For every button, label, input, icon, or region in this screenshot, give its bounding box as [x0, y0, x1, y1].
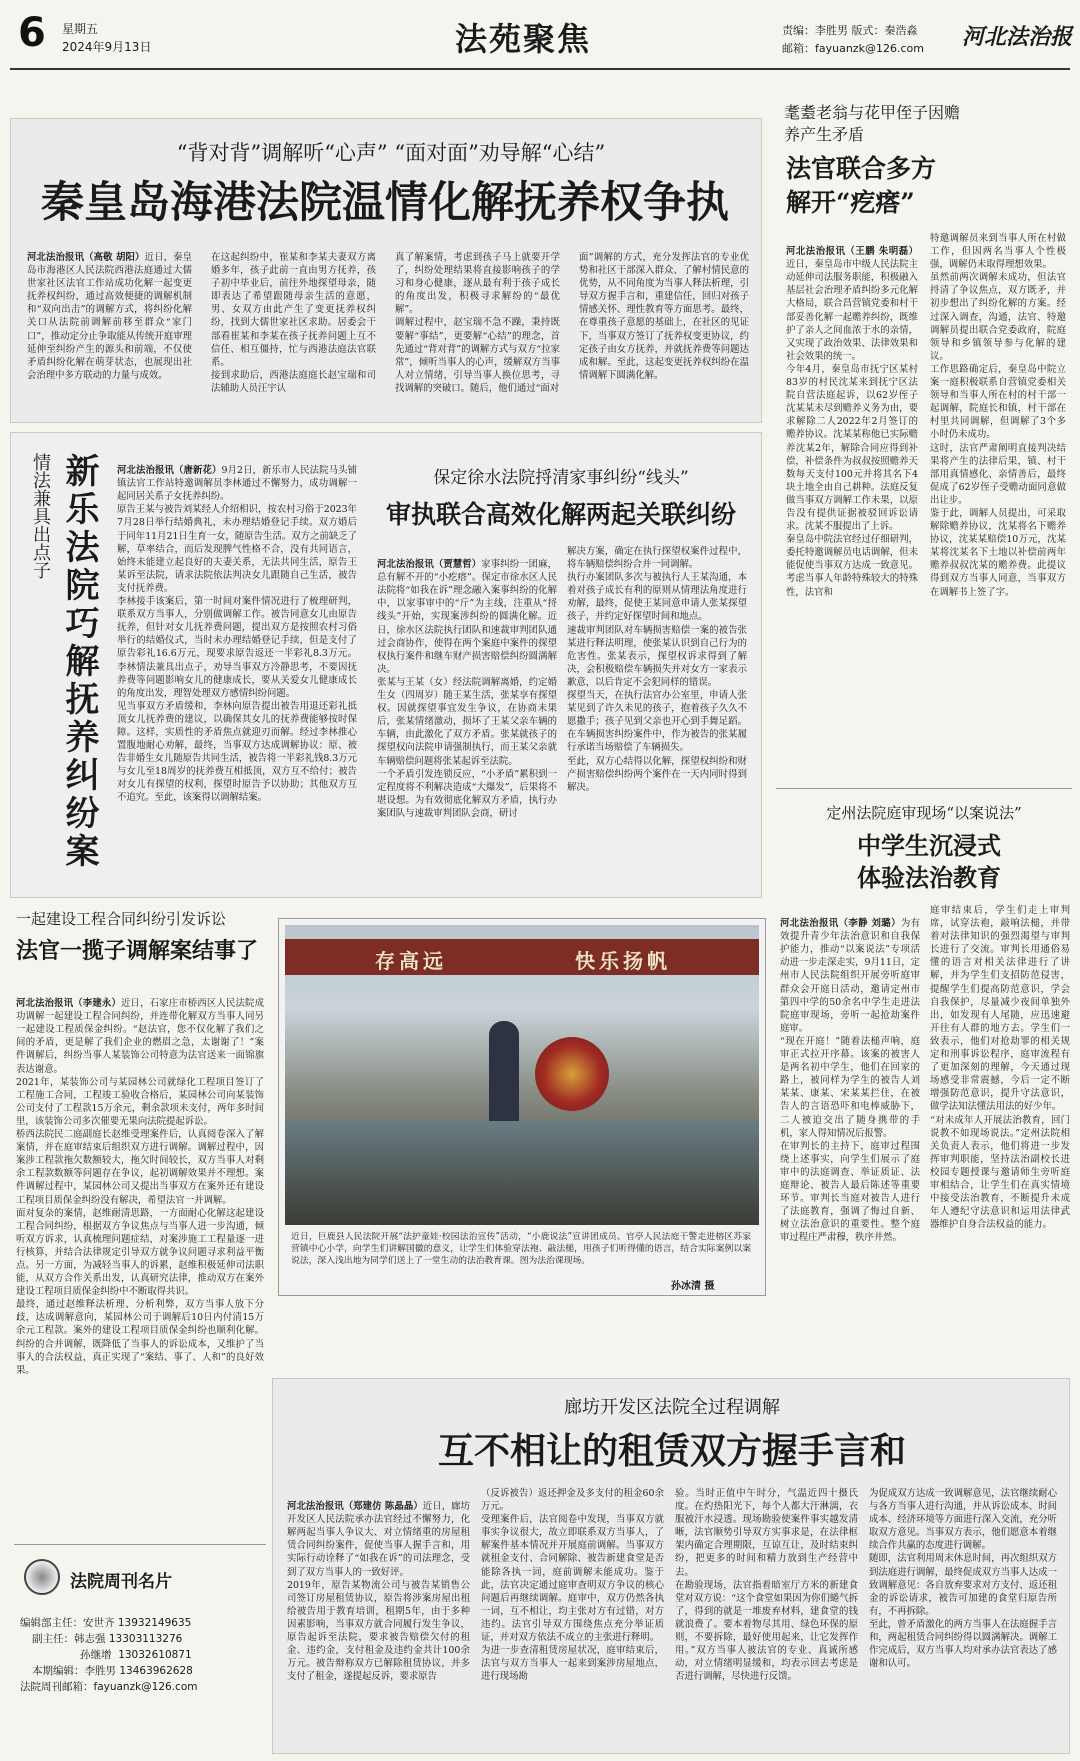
- contact-row: [20, 1615, 264, 1695]
- photo-banner-right: 快乐扬帆: [575, 949, 671, 973]
- huajia-byline: 河北法治报讯（王鹏 朱明磊）: [786, 246, 918, 258]
- contact-card: [14, 1544, 266, 1750]
- langfang-text-1: 近日，廊坊开发区人民法院承办法官经过不懈努力，化解两起当事人争议大、对立情绪重的房屋租赁合同纠纷案件，促使当事人握手言和，用实际行动诠释了“如我在诉”的司法理念，受到了双方当事人的一致好评。 2019年，原告某物流公司与被告某销售公司签订房屋租赁协议，原告将涉案房屋出租给被告用于教育培训，租期5年，由于多种因素影响，当事双方就合同履行发生争议，原告起诉至法院，要求被告赔偿欠付的租金、违约金，支付租金及违约金共计100余万元。被告辩称双方已解除租赁协议，并多支付了租金，遂提起反诉，要求原告: [287, 1501, 470, 1683]
- issue-date: 2024年9月13日: [62, 40, 152, 54]
- masthead-rule: [10, 68, 1070, 70]
- lead-col-3: 真了解案情，考虑到孩子马上就要开学了，纠纷处理结果将直接影响孩子的学习和身心健康，逐从最有利于孩子成长的角度出发，积极寻求解纷的“最优解”。 调解过程中，赵宝瑞不急不躁，秉持既要解“事结”，更要解“心结”的理念，首先通过“背对背”的调解方式与双方“拉家常”，倾听当事人的心声，缓解双方当事人对立情绪，引导当事人换位思考，寻找调解的突破口。随后，他们通过“面对: [395, 252, 560, 394]
- dingzhou-title: 中学生沉浸式体验法治教育: [857, 831, 1001, 892]
- xushui-kicker: 保定徐水法院捋清家事纠纷“线头”: [433, 468, 689, 488]
- huajia-text-1: 近日，秦皇岛市中级人民法院主动延伸司法服务职能，积极融入基层社会治理矛盾纠纷多元化解大格局，联合昌营镇党委和村干部妥善化解一起赡养纠纷，既维护了亲人之间血浓于水的亲情，又实现了政治效果、法律效果和社会效果的统一。 今年4月，秦皇岛市抚宁区某村83岁的村民沈某来到抚宁区法院自营法庭起诉，以62岁侄子沈某某未尽到赡养义务为由，要求解除二人2022年2月签订的赡养协议。沈某某称他已实际赡养沈某2年，解除合同应得到补偿，补偿条件为叔叔按照赡养天数每天支付100元并将其名下4块土地全由自己耕种。法庭反复做当事双方调解工作未果，以原告没有提供证据被驳回诉讼请求。沈某不服提出了上诉。 秦皇岛中院法官经过仔细研判，委托特邀调解员电话调解，但未能促使当事双方达成一致意见。考虑当事人年龄特殊较大的特殊性，法官和: [786, 259, 918, 598]
- qiaoxi-article: [10, 904, 268, 1534]
- xinle-title: 新乐法院巧解抚养纠纷案: [59, 453, 99, 871]
- photo-banner-left: 存高远: [375, 949, 447, 973]
- langfang-article: [272, 1378, 1070, 1754]
- photo-caption: 近日，巨鹿县人民法院开展“法护童娃·校园法治宣传”活动，“小鹿说法”宣讲团成员、官亭人民法庭干警走进榕区苏家营镇中心小学，向学生们讲解国徽的意义，让学生们体验穿法袍、敲法槌，用孩子们听得懂的语言，结合实际案例以案说法，深入浅出地为同学们送上了一堂生动的法治教育课。图为法治课现场。: [291, 1232, 751, 1266]
- xushui-title: 审执联合高效化解两起关联纠纷: [385, 500, 736, 529]
- xushui-col-1: [377, 545, 557, 891]
- huajia-col-1: [786, 232, 918, 774]
- xushui-col-2: 解决方案，确定在执行探望权案件过程中，将车辆赔偿纠纷合并一同调解。 执行办案团队多次与被执行人王某沟通，本着对孩子成长有利的原则从情理法角度进行劝解，最终，促使王某同意申请人张某探望孩子，并约定好探望时间和地点。 速裁审判团队对车辆损害赔偿一案的被告张某进行释法明理，使张某认识到自己行为的危害性。张某表示，探望权诉求得到了解决，会积极赔偿车辆损失并对女方一家表示歉意，以后肯定不会犯同样的错误。 探望当天，在执行法官办公室里，申请人张某见到了许久未见的孩子，抱着孩子久久不愿撒手；孩子见到父亲也开心到手舞足蹈。在车辆损害纠纷案件中，作为被告的张某履行承诺当场赔偿了车辆损失。 至此，双方心结得以化解，探望权纠纷和财产损害赔偿纠纷两个案件在一天内同时得到解决。: [567, 546, 747, 793]
- weekday: 星期五: [62, 22, 99, 36]
- xinle-xushui-box: [10, 432, 762, 898]
- xushui-byline: 河北法治报讯（贾慧哲）: [377, 559, 482, 571]
- photo-credit: 孙冰清 摄: [671, 1281, 715, 1292]
- contact-row: 孙继增 13032610871: [80, 1649, 192, 1661]
- langfang-title: 互不相让的租赁双方握手言和: [437, 1430, 906, 1472]
- langfang-col-4: 为促成双方达成一致调解意见，法官继续耐心与各方当事人进行沟通，并从诉讼成本、时间成本、经济环境等方面进行深入交流，充分听取双方意见。当事双方表示，他们愿意本着继续合作共赢的态度进行调解。 随即，法官利用周末休息时间，再次组织双方到法庭进行调解，最终促成双方当事人达成一致调解意见：各自放弃要求对方支付、返还租金的诉讼请求，被告可加建的食堂归原告所有，不再拆除。 至此，曾矛盾激化的两方当事人在法庭握手言和，两起租赁合同纠纷得以圆满解决。调解工作完成后，双方当事人均对承办法官表达了感谢和认可。: [869, 1488, 1057, 1670]
- section-title: 法苑聚焦: [455, 20, 592, 58]
- editor-line: 责编：李胜男 版式：秦浩淼: [782, 24, 918, 37]
- qiaoxi-text: 近日，石家庄市桥西区人民法院成功调解一起建设工程合同纠纷，并连带化解双方当事人同另一起建设工程质保金纠纷。“赵法官，您不仅化解了我们之间的矛盾，更是解了我们企业的燃眉之急，太谢谢了！”案件调解后，纠纷当事人某装饰公司特意为法官送来一面锦旗表达谢意。 2021年，某装饰公司与某园林公司就绿化工程项目签订了工程施工合同，工程竣工验收合格后，某园林公司向某装饰公司支付了工程款15万余元，剩余款项未支付，两年多时间里，该装饰公司多次催要无果向法院提起诉讼。 桥西法院民二庭副庭长赵维受理案件后，认真阅卷深入了解案情，并在庭审结束后组织双方进行调解。调解过程中，因案涉工程款拖欠数额较大，拖欠时间较长，双方当事人对剩余工程款数额等问题存在争议，起初调解效果并不理想。案件调解过程中，某园林公司又提出当事双方在案外还有建设工程项目质保金纠纷没有解决，希望法官一并调解。 面对复杂的案情，赵维耐清思路，一方面耐心化解这起建设工程合同纠纷，根据双方争议焦点与当事人进一步沟通，倾听双方诉求，认真梳理问题症结，对案涉施工工程量逐一进行核算，并结合法律规定引导双方就争议问题寻求利益平衡点。另一方面，为减轻当事人的诉累，赵维积极延伸司法职能，从双方合作关系出发，认真研究法律，推动双方在案外建设工程项目质保金纠纷中不断取得共识。 最终，通过赵维释法析理、分析利弊，双方当事人放下分歧，达成调解意向，某园林公司于调解后10日内付清15万余元工程款。案外的建设工程项目质保金纠纷也顺利化解。纠纷的合并调解，既降低了当事人的诉讼成本，又维护了当事人的合法权益，真正实现了“案结、事了、人和”的良好效果。: [16, 998, 264, 1376]
- langfang-col-1: [287, 1487, 470, 1749]
- xinle-text: 9月2日，新乐市人民法院马头铺镇法官工作站特邀调解员李林通过不懈努力，成功调解一起同居关系子女抚养纠纷。 原告王某与被告刘某经人介绍相识，按农村习俗于2023年7月28日举行结婚典礼，未办理结婚登记手续。双方婚后于同年11月21日生育一女，随原告生活。双方之前缺乏了解，草率结合，而后发现脾气性格不合，没有共同语言，始终未能建立起良好的夫妻关系，无法共同生活，原告王某诉至法院，请求法院依法判决女儿跟随自己生活，被告支付抚养费。 李林接手该案后，第一时间对案件情况进行了梳理研判，联系双方当事人，分别做调解工作。被告同意女儿由原告抚养，但针对女儿抚养费问题，提出双方是按照农村习俗举行的结婚仪式，当时未办理结婚登记手续，但是支付了原告彩礼16.6万元，现要求原告返还一半彩礼8.3万元。李林情法兼具出点子，劝导当事双方冷静思考，不要因抚养费等问题影响女儿的健康成长，要从关爱女儿健康成长的角度出发，理智处理双方感情纠纷问题。 见当事双方矛盾缓和，李林向原告提出被告用退还彩礼抵顶女儿抚养费的建议，以确保其女儿的抚养费能够按时保障。这样，实质性的矛盾焦点就迎刃而解。经过李林推心置腹地耐心劝解，最终，当事双方达成调解协议：原、被告非婚生女儿随原告共同生活，被告将一半彩礼钱8.3万元与女儿至18周岁的抚养费互相抵顶，双方互不给付；被告对女儿有探望的权利，探望时原告予以协助；其他双方互不追究。至此，该案得以调解结案。: [117, 465, 357, 804]
- dingzhou-text-1: 为有效提升青少年法治意识和自我保护能力，推动“以案说法”专项活动进一步走深走实，9月11日，定州市人民法院组织开展旁听庭审群众会开庭日活动，邀请定州市第四中学的50余名中学生走进法院庭审现场，旁听一起抢劫案件庭审。 “现在开庭！”随着法槌声响，庭审正式拉开序幕。该案的被害人是两名初中学生，他们在回家的路上，被同样为学生的被告人刘某某、康某、宋某某拦住，在被告人的言语恐吓和电棒威胁下，二人被迫交出了随身携带的手机，家人得知情况后报警。 在审判长的主持下，庭审过程围绕上述事实，向学生们展示了庭审中的法庭调查、举证质证、法庭辩论、被告人最后陈述等重要环节。审判长当庭对被告人进行了法庭教育，强调了悔过自新、树立法治意识的重要性。整个庭审过程庄严肃穆，秩序井然。: [780, 918, 920, 1244]
- classroom-photo: [285, 925, 759, 1225]
- dingzhou-col-1: [780, 904, 920, 1370]
- card-title: 法院周刊名片: [70, 1572, 172, 1592]
- lead-col-1: [27, 251, 192, 419]
- langfang-kicker: 廊坊开发区法院全过程调解: [564, 1397, 780, 1418]
- qiaoxi-byline: 河北法治报讯（李建永）: [16, 998, 121, 1010]
- photo-banner-bar: [285, 939, 759, 975]
- qiaoxi-title: 法官一揽子调解案结事了: [16, 938, 259, 964]
- dingzhou-article: [776, 792, 1072, 1372]
- xinle-kicker: 情法兼具出点子: [30, 453, 51, 579]
- qiaoxi-kicker: 一起建设工程合同纠纷引发诉讼: [16, 910, 227, 928]
- contact-row: 编辑部主任：安世齐 13932149635: [20, 1617, 192, 1629]
- dingzhou-col-2: 庭审结束后，学生们走上审判席，试穿法袍，敲响法槌，并带着对法律知识的强烈渴望与审判长进行了交流。审判长用通俗易懂的语言对相关法律进行了讲解，并为学生们支招防范侵害，提醒学生们提高防范意识，学会自我保护，尽量减少夜间单独外出，如发现有人尾随，应迅速避开往有人群的地方去。学生们一致表示，他们对抢劫罪的相关规定和刑事诉讼程序，庭审流程有了更加深刻的理解，今天通过现场感受非常震撼，今后一定不断增强防范意识，提升守法意识，做学法知法懂法用法的好少年。 “对未成年人开展法治教育，回门说教不如现场说法。”定州法院相关负责人表示，他们将进一步发挥审判职能，坚持法治副校长进校园专题授课与邀请师生旁听庭审相结合，让学生们在真实情境中接受法治教育，不断提升未成年人遵纪守法意识和运用法律武器维护自身合法权益的能力。: [930, 905, 1070, 1231]
- lead-col-2: 在这起纠纷中，崔某和李某夫妻双方离婚多年，孩子此前一直由男方抚养，孩子初中毕业后，前往外地探望母亲，随即表达了希望跟随母亲生活的意愿，男、女双方由此产生了变更抚养权纠纷，找到大儒世家社区求助。居委会干部看崔某和李某在孩子抚养问题上互不信任、相互僵持，忙与西港法庭法官联系。 接到求助后，西港法庭庭长赵宝瑞和司法辅助人员汪宇认: [211, 252, 376, 394]
- lead-col-4: 面”调解的方式，充分发挥法官的专业优势和社区干部深入群众、了解村情民意的优势，从不同角度为当事人释法析理，引导双方握手言和，重建信任，回归对孩子情感关怀、理性教育等方面思考。最终，在尊重孩子意愿的基础上，在社区的见证下，当事双方签订了抚养权变更协议，约定孩子由女方抚养，并就抚养费等问题达成和解。至此，这起变更抚养权纠纷在温情调解下圆满化解。: [579, 252, 749, 381]
- masthead: [0, 0, 1080, 70]
- langfang-col-3: 验。当时正值中午时分，气温近四十摄氏度。在灼热阳光下，每个人都大汗淋漓，衣服被汗水浸透。现场勘验使案件事实越发清晰，法官顺势引导双方实事求是，在法律框架内确定合理期限，互谅互让，及时结束纠纷，把更多的时间和精力放到生产经营中去。 在勘验现场，法官指着暗室厅方米的新建食堂对双方说：“这个食堂如果因为你们蜷气拆了，得到的就是一堆废弃材料，建食堂的钱就浪费了。要本着物尽其用、绿色环保的原则，不要拆除，最好使用起来，让它发挥作用。”双方当事人被法官的专业、真诚所感动，对立情绪明显缓和，均表示回去考虑是否进行调解，尽快进行反馈。: [675, 1488, 858, 1683]
- students-foreground: [285, 1121, 759, 1225]
- lead-title: 秦皇岛海港法院温情化解抚养权争执: [41, 178, 729, 228]
- contact-row: 副主任：韩志强 13303113276: [32, 1633, 183, 1645]
- email-line: 邮箱：fayuanzk@126.com: [782, 42, 924, 55]
- contact-row: 法院周刊邮箱：fayuanzk@126.com: [20, 1681, 198, 1693]
- langfang-col-2: （反诉被告）返还押金及多支付的租金60余万元。 受理案件后，法官阅卷中发现，当事双方就事实争议很大，故立即联系双方当事人，了解案件基本情况并开展庭前调解。当事双方就租金支付、合同解除、被告新建食堂是否能除各执一词，庭前调解未能成功。鉴于此，法官决定通过庭审查明双方争议的核心问题后再继续调解。庭审中，双方仍然各执一词，互不相让，均主张对方有过错，对方违约。法官引导双方围绕焦点充分举证质证，并对双方依法不成立的主张进行释明。 为进一步查清租赁房屋状况，庭审结束后，法官与双方当事人一起来到案涉房屋地点，进行现场勘: [481, 1488, 664, 1683]
- dingzhou-byline: 河北法治报讯（李静 刘璐）: [780, 918, 901, 930]
- contact-row: 本期编辑：李胜男 13463962628: [32, 1665, 193, 1677]
- page-number: 6: [18, 10, 46, 56]
- paper-name-logo: 河北法治报: [962, 24, 1073, 50]
- photo-block: [278, 918, 766, 1296]
- national-emblem-icon: [535, 1037, 609, 1111]
- dingzhou-kicker: 定州法院庭审现场“以案说法”: [826, 804, 1022, 822]
- lead-text-1: 近日，秦皇岛市海港区人民法院西港法庭通过大儒世家社区法官工作站成功化解一起变更抚养权纠纷，通过高效便捷的调解机制和“双向出击”的调解方式，将纠纷化解关口从法院前调解前移至群众“家门口”，推动定分止争取能从传统开庭审理延伸至纠纷产生的源头和前端，不仅使矛盾纠纷化解在萌芽状态，也展现出社会治理中多方联动的力量与成效。: [27, 252, 192, 381]
- langfang-byline: 河北法治报讯（郑建仿 陈晶晶）: [287, 1501, 423, 1513]
- lead-byline: 河北法治报讯（高敬 胡阳）: [27, 252, 145, 263]
- qiaoxi-body: [16, 984, 264, 1532]
- xinle-byline: 河北法治报讯（唐新花）: [117, 465, 222, 477]
- lead-kicker: “背对背”调解听“心声” “面对面”劝导解“心结”: [176, 141, 606, 165]
- huajia-article: [776, 92, 1072, 782]
- court-emblem-icon: [24, 1559, 60, 1595]
- lead-article: [10, 118, 762, 423]
- xinle-body: [117, 451, 357, 891]
- huajia-title: 法官联合多方解开“疙瘩”: [786, 154, 937, 217]
- xushui-text-1: 家事纠纷一团麻，总有解不开的“小疙瘩”。保定市徐水区人民法院将“如我在诉”理念融入案事纠纷的化解中，以家事审中的“斤”为主线，注重从“捋线头”开始，实现案涉纠纷的圆满化解。近日，徐水区法院执行团队和速裁审判团队通过会商协作，使得在两个案庭中案件的探望权执行案件和继车财产损害赔偿纠纷圆满解决。 张某与王某（女）经法院调解离婚，约定婚生女（四周岁）随王某生活，张某享有探望权。因就探望事宜发生争议，在协商未果后，张某情绪激动，损坏了王某父亲车辆的车辆，由此激化了双方矛盾。张某就孩子的探望权向法院申请强制执行，而王某父亲就车辆赔偿问题将张某起诉至法院。 一个矛盾引发连锁反应，“小矛盾”累积到一定程度将不利解决造成“大爆发”，后果将不堪设想。为有效彻底化解双方矛盾，执行办案团队与速裁审判团队会商，研讨: [377, 559, 557, 819]
- huajia-col-2: 特邀调解员来到当事人所在村做工作，但因两名当事人个性极强，调解仍未取得理想效果。 虽然前两次调解未成功，但法官捋清了争议焦点，双方既矛，并初步想出了纠纷化解的方案。经过深入调查，沟通，法官、特邀调解员提出联合党委政府，院庭领导和乡镇领导参与化解的建议。 工作思路确定后，秦皇岛中院立案一庭积极联系自营镇党委相关领导和当事人所在村的村干部一起调解，院庭长和镇，村干部在村里共同调解，但调解了3个多小时仍未成功。 这时，法官严肃阐明直接判决结果将产生的法律后果，镇、村干部用真情感化、亲情善后，最终促成了62岁侄子受赡动面同意做出让步。 鉴于此，调解人员提出，可采取解除赡养协议，沈某将名下赡养协议，沈某某赔偿10万元，沈某某将沈某名下土地以补偿前两年赡养叔叔沈某的赡养费。此提议得到双方当事人同意，当事双方在调解书上签了字。: [930, 233, 1066, 598]
- right-divider: [776, 788, 1072, 789]
- huajia-kicker: 耄耋老翁与花甲侄子因赡养产生矛盾: [784, 103, 961, 144]
